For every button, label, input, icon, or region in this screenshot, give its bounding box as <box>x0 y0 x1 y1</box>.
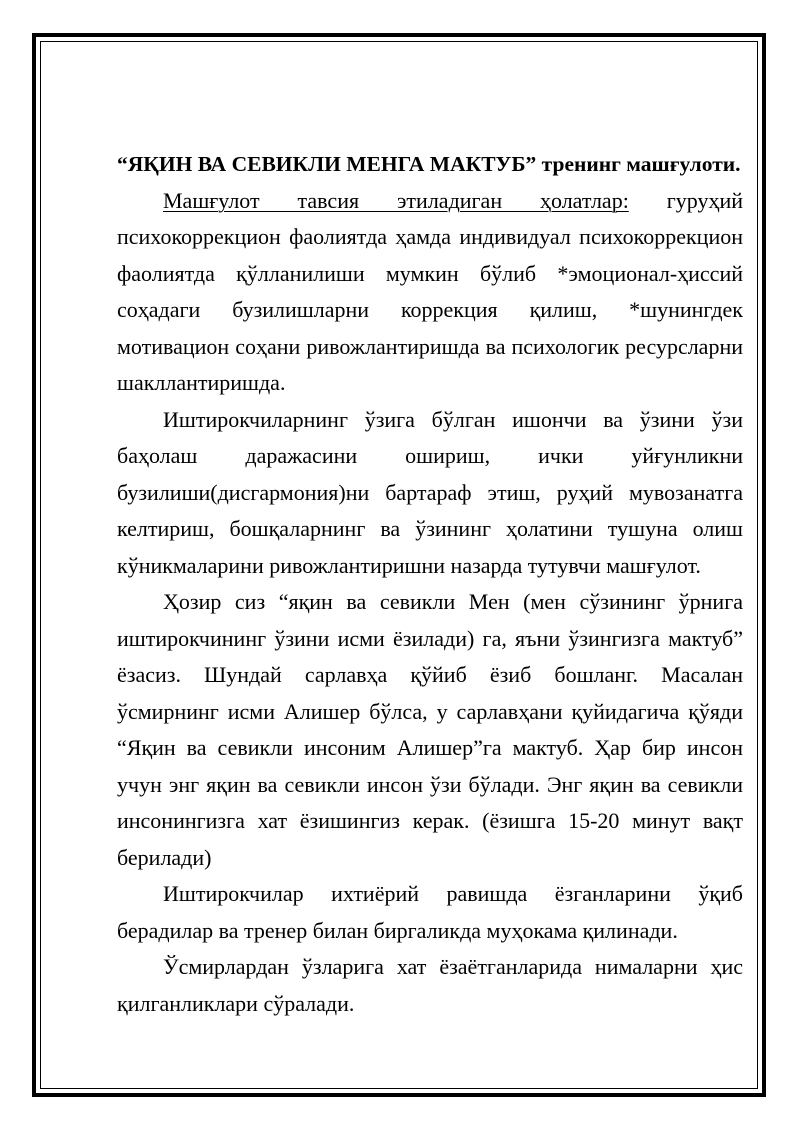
document-title: “ЯҚИН ВА СЕВИКЛИ МЕНГА МАКТУБ” тренинг машғулоти. <box>117 152 741 176</box>
paragraph-1-lead: Машғулот тавсия этиладиган ҳолатлар: <box>163 187 629 213</box>
paragraph-5: Ўсмирлардан ўзларига хат ёзаётганларида нималарни ҳис қилганликлари сўралади. <box>117 954 743 1016</box>
paragraph-3: Ҳозир сиз “яқин ва севикли Мен (мен сўзининг ўрнига иштирокчининг ўзини исми ёзилади) га, яъни ўзингизга мактуб” ёзасиз. Шундай сарлавҳа қўйиб ёзиб бошланг. Масалан ўсмирнинг исми Алишер бўлса, у сарлавҳани қуйидагича қўяди “Яқин ва севикли инсоним Алишер”га мактуб. Ҳар бир инсон учун энг яқин ва севикли инсон ўзи бўлади. Энг яқин ва севикли инсонингизга хат ёзишингиз керак. (ёзишга 15-20 минут вақт берилади) <box>117 589 743 870</box>
document-body <box>117 146 743 1022</box>
paragraph-1 <box>117 183 743 402</box>
paragraph-1-text: гуруҳий психокоррекцион фаолиятда ҳамда индивидуал психокоррекцион фаолиятда қўлланилиши мумкин бўлиб *эмоционал-ҳиссий соҳадаги бузилишларни коррекция қилиш, *шунингдек мотивацион соҳани ривожлантиришда ва психологик ресурсларни шакллантиришда. <box>117 187 743 395</box>
paragraph-4: Иштирокчилар ихтиёрий равишда ёзганларини ўқиб берадилар ва тренер билан биргаликда муҳокама қилинади. <box>117 881 743 943</box>
paragraph-2: Иштирокчиларнинг ўзига бўлган ишончи ва ўзини ўзи баҳолаш даражасини ошириш, ички уйғунликни бузилиши(дисгармония)ни бартараф этиш, руҳий мувозанатга келтириш, бошқаларнинг ва ўзининг ҳолатини тушуна олиш кўникмаларини ривожлантиришни назарда тутувчи машғулот. <box>117 406 743 578</box>
